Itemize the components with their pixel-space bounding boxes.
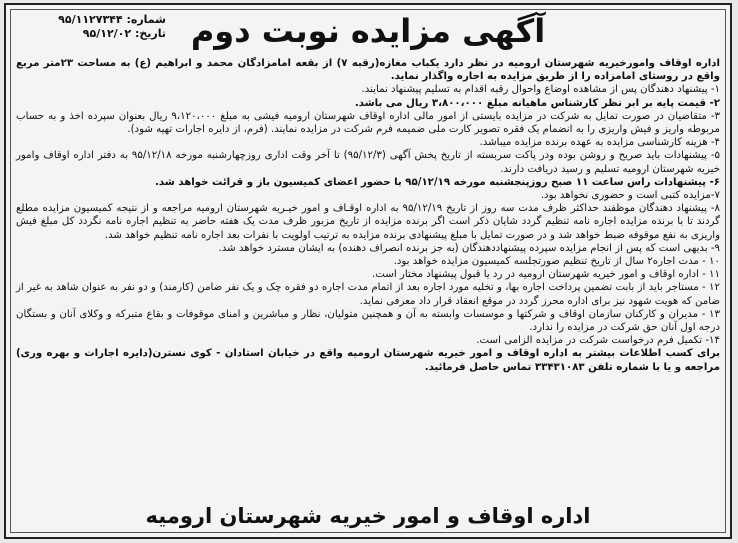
notice-item-11: ۱۱ - اداره اوقاف و امور خیریه شهرستان ارومیه در رد یا قبول پیشنهاد مختار است. — [372, 269, 720, 281]
notice-item-1: ۱- پیشنهاد دهندگان پس از مشاهده اوضاع واحوال رقبه اقدام به تسلیم پیشنهاد نمایند. — [361, 84, 720, 96]
notice-frame — [4, 3, 732, 539]
notice-item-13: ۱۳ - مدیران و کارکنان سازمان اوقاف و شرکتها و موسسات وابسته به آن و همچنین متولیان، نظار و مباشرین و امنای موقوفات و بقاع متبرکه و وکلای آنان و بستگان درجه اول آنان حق شرکت در مزایده را ندارد. — [16, 308, 720, 334]
notice-item-6: ۶- پیشنهادات راس ساعت ۱۱ صبح روزپنجشنبه مورخه ۹۵/۱۲/۱۹ با حضور اعضای کمیسیون باز و قرائت خواهد شد. — [155, 176, 720, 188]
notice-body — [16, 57, 720, 374]
notice-item-8: ۸- پیشنهاد دهندگان موظفند حداکثر ظرف مدت سه روز از تاریخ ۹۵/۱۲/۱۹ به اداره اوقـاف و امور خیـریه شهرستان ارومیه مراجعه و از نتیجه کمیسیون مزایده مطلع گردند تا با برنده مزایده اجاره نامه تنظیم گردد شایان ذکر است اگر برنده مزایده از تاریخ مزبور ظرف مدت یک هفته حاضر به تنظیم اجاره نامه نگردد کل مبلغ فیش واریزی به نفع موقوفه ضبط خواهد شد و در صورت تمایل با مبلغ پیشنهادی برنده مزایده به ترتیب اولویت با نفرات بعد اجاره نامه تنظیم خواهد شد. — [16, 203, 720, 241]
notice-meta — [16, 13, 166, 41]
notice-item-14: ۱۴- تکمیل فرم درخواست شرکت در مزایده الزامی است. — [476, 335, 720, 347]
notice-item-7: ۷-مزایده کتبی است و حضوری نخواهد بود. — [540, 190, 720, 202]
notice-item-9: ۹- بدیهی است که پس از انجام مزایده سپرده پیشنهاددهندگان (به جز برنده انصراف دهنده) به ایشان مسترد خواهد شد. — [218, 242, 720, 254]
organization-name: اداره اوقاف و امور خیریه شهرستان ارومیه — [145, 504, 591, 528]
notice-title: آگهی مزایده نوبت دوم — [190, 12, 546, 50]
notice-item-2: ۲- قیمت پایه بر ابر نظر کارشناس ماهیانه مبلغ ۳،۸۰۰،۰۰۰ ریال می باشد. — [354, 97, 720, 109]
notice-contact: برای کسب اطلاعات بیشتر به اداره اوقاف و امور خیریه شهرستان ارومیه واقع در خیابان استادان - کوی نسترن(دایره اجارات و بهره وری) مراجعه و یا با شماره تلفن ۳۳۴۳۱۰۸۳ تماس حاصل فرمائید. — [16, 348, 720, 373]
notice-item-4: ۴- هزینه کارشناسی مزایده به عهده برنده مزایده میباشد. — [479, 137, 720, 149]
notice-intro: اداره اوقاف وامورخیریه شهرستان ارومیه در نظر دارد یکباب مغازه(رقبه ۷) از بقعه امامزادگان محمد و ابراهیم (ع) به مساحت ۲۳متر مربع واقع در روستای امامزاده را از طریق مزایده به اجاره واگذار نماید. — [16, 58, 720, 83]
notice-item-12: ۱۲ - مستاجر باید از بابت تضمین پرداخت اجاره بها، و تخلیه مورد اجاره بعد از اتمام مدت اجاره دو فقره چک و یک نفر ضامن (کارمند) و دو نفر به عنوان شاهد به غیر از ضامن که هویت شهود نیز برای اداره محرز گردد در موقع انعقاد قرار داد معرفی نماید. — [16, 282, 720, 307]
notice-number: شماره: ۹۵/۱۱۲۷۳۴۴ — [58, 13, 166, 26]
notice-item-10: ۱۰ - مدت اجاره۲ سال از تاریخ تنظیم صورتجلسه کمیسیون مزایده خواهد بود. — [393, 256, 720, 268]
notice-date: تاریخ: ۹۵/۱۲/۰۲ — [82, 27, 166, 40]
notice-item-3: ۳- متقاضیان در صورت تمایل به شرکت در مزایده بایستی از امور مالی اداره اوقاف شهرستان ارومیه فیشی به مبلغ ۹،۱۲۰،۰۰۰ ریال بعنوان سپرده اخذ و به حساب مربوطه واریز و فیش واریزی را به انضمام یک فقره تصویر کارت ملی ضمیمه فرم شرکت در مزایده نمایند. (فرم، از دایره اجارات تهیه شود). — [16, 110, 720, 136]
notice-item-5: ۵- پیشنهادات باید صریح و روشن بوده ودر پاکت سربسته از تاریخ پخش آگهی (۹۵/۱۲/۳) تا آخر وقت اداری روزچهارشنبه مورخه ۹۵/۱۲/۱۸ به دفتر اداره اوقاف وامور خیریه شهرستان ارومیه تسلیم و رسید دریافت دارند. — [16, 150, 720, 175]
